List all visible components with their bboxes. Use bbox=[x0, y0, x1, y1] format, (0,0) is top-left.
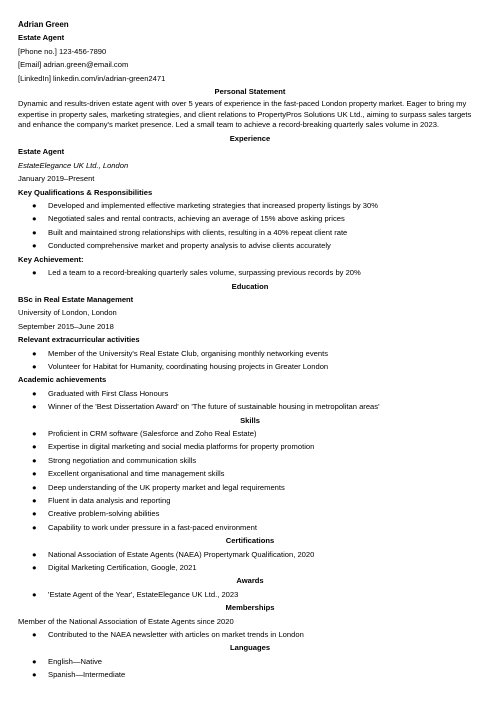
academic-achievements-heading: Academic achievements bbox=[18, 375, 107, 385]
list-item bbox=[18, 548, 482, 561]
school-name: University of London, London bbox=[18, 308, 117, 318]
list-item-text: Deep understanding of the UK property market and legal requirements bbox=[48, 482, 285, 492]
memberships-intro: Member of the National Association of Estate Agents since 2020 bbox=[18, 616, 234, 626]
list-item-text: Contributed to the NAEA newsletter with articles on market trends in London bbox=[48, 630, 304, 640]
skills-heading: Skills bbox=[240, 415, 260, 425]
list-item bbox=[18, 400, 482, 413]
list-item bbox=[18, 226, 482, 239]
degree-title: BSc in Real Estate Management bbox=[18, 294, 134, 304]
bullet-icon: ● bbox=[32, 361, 37, 371]
list-item-text: Led a team to a record-breaking quarterly sales volume, surpassing previous records by 20% bbox=[48, 268, 361, 278]
list-item bbox=[18, 440, 482, 453]
list-item-text: Developed and implemented effective marketing strategies that increased property listings by 30% bbox=[48, 201, 378, 211]
list-item bbox=[18, 454, 482, 467]
list-item-text: Negotiated sales and rental contracts, achieving an average of 15% above asking prices bbox=[48, 214, 345, 224]
certifications-heading: Certifications bbox=[225, 536, 275, 546]
list-item-text: Strong negotiation and communication skills bbox=[48, 455, 197, 465]
list-item-text: Excellent organisational and time management skills bbox=[48, 469, 225, 479]
bullet-icon: ● bbox=[32, 428, 37, 438]
education-heading: Education bbox=[231, 281, 269, 291]
candidate-title: Estate Agent bbox=[18, 33, 65, 43]
list-item-text: Digital Marketing Certification, Google, 2021 bbox=[48, 563, 197, 573]
list-item-text: Winner of the 'Best Dissertation Award' on 'The future of sustainable housing in metropolitan areas' bbox=[48, 402, 380, 412]
key-achievement-heading: Key Achievement: bbox=[18, 254, 84, 264]
achievements-list bbox=[18, 266, 482, 279]
list-item bbox=[18, 212, 482, 225]
list-item bbox=[18, 481, 482, 494]
list-item bbox=[18, 494, 482, 507]
list-item bbox=[18, 467, 482, 480]
bullet-icon: ● bbox=[32, 241, 37, 251]
bullet-icon: ● bbox=[32, 402, 37, 412]
list-item-text: Spanish—Intermediate bbox=[48, 670, 126, 680]
bullet-icon: ● bbox=[32, 227, 37, 237]
list-item bbox=[18, 347, 482, 360]
bullet-icon: ● bbox=[32, 214, 37, 224]
candidate-name: Adrian Green bbox=[18, 20, 69, 29]
list-item bbox=[18, 668, 482, 681]
list-item bbox=[18, 239, 482, 252]
list-item bbox=[18, 507, 482, 520]
list-item-text: Proficient in CRM software (Salesforce and Zoho Real Estate) bbox=[48, 428, 257, 438]
bullet-icon: ● bbox=[32, 630, 37, 640]
extracurricular-heading: Relevant extracurricular activities bbox=[18, 335, 140, 345]
contact-linkedin: [LinkedIn] linkedin.com/in/adrian-green2471 bbox=[18, 73, 166, 83]
list-item-text: Fluent in data analysis and reporting bbox=[48, 496, 171, 506]
contact-phone: [Phone no.] 123-456-7890 bbox=[18, 46, 107, 56]
skills-list bbox=[18, 427, 482, 534]
memberships-list bbox=[18, 628, 482, 641]
memberships-heading: Memberships bbox=[225, 603, 275, 613]
list-item bbox=[18, 427, 482, 440]
personal-statement-heading: Personal Statement bbox=[214, 87, 286, 97]
awards-list bbox=[18, 588, 482, 601]
list-item bbox=[18, 387, 482, 400]
job-dates: January 2019–Present bbox=[18, 174, 95, 184]
job-title: Estate Agent bbox=[18, 147, 65, 157]
bullet-icon: ● bbox=[32, 509, 37, 519]
list-item-text: Creative problem-solving abilities bbox=[48, 509, 160, 519]
bullet-icon: ● bbox=[32, 268, 37, 278]
list-item bbox=[18, 521, 482, 534]
bullet-icon: ● bbox=[32, 563, 37, 573]
bullet-icon: ● bbox=[32, 670, 37, 680]
bullet-icon: ● bbox=[32, 522, 37, 532]
languages-list bbox=[18, 655, 482, 682]
extracurricular-list bbox=[18, 347, 482, 374]
list-item-text: Conducted comprehensive market and property analysis to advise clients accurately bbox=[48, 241, 331, 251]
bullet-icon: ● bbox=[32, 496, 37, 506]
list-item bbox=[18, 655, 482, 668]
list-item-text: 'Estate Agent of the Year', EstateElegance UK Ltd., 2023 bbox=[48, 589, 239, 599]
list-item bbox=[18, 561, 482, 574]
list-item-text: Graduated with First Class Honours bbox=[48, 388, 169, 398]
education-dates: September 2015–June 2018 bbox=[18, 321, 114, 331]
contact-email: [Email] adrian.green@email.com bbox=[18, 60, 129, 70]
list-item bbox=[18, 199, 482, 212]
bullet-icon: ● bbox=[32, 455, 37, 465]
personal-statement-text: Dynamic and results-driven estate agent with over 5 years of experience in the fast-paced London property market. Eager to bring my expertise in property sales, marketing strategies, and client relations to PropertyPros Solutions UK Ltd., aiming to surpass sales targets and enhance the company's market presence. Led a small team to achieve a record-breaking quarterly sales volume in 2023. bbox=[18, 99, 472, 129]
responsibilities-list bbox=[18, 199, 482, 253]
list-item bbox=[18, 266, 482, 279]
list-item bbox=[18, 588, 482, 601]
bullet-icon: ● bbox=[32, 201, 37, 211]
bullet-icon: ● bbox=[32, 589, 37, 599]
certifications-list bbox=[18, 548, 482, 575]
job-company: EstateElegance UK Ltd., London bbox=[18, 160, 129, 170]
list-item bbox=[18, 628, 482, 641]
qualifications-heading: Key Qualifications & Responsibilities bbox=[18, 187, 153, 197]
bullet-icon: ● bbox=[32, 388, 37, 398]
bullet-icon: ● bbox=[32, 469, 37, 479]
list-item-text: Capability to work under pressure in a fast-paced environment bbox=[48, 522, 257, 532]
bullet-icon: ● bbox=[32, 656, 37, 666]
list-item bbox=[18, 360, 482, 373]
experience-heading: Experience bbox=[229, 134, 271, 144]
list-item-text: Member of the University's Real Estate Club, organising monthly networking events bbox=[48, 348, 329, 358]
languages-heading: Languages bbox=[229, 643, 271, 653]
list-item-text: Expertise in digital marketing and social media platforms for property promotion bbox=[48, 442, 315, 452]
awards-heading: Awards bbox=[236, 576, 264, 586]
bullet-icon: ● bbox=[32, 348, 37, 358]
bullet-icon: ● bbox=[32, 549, 37, 559]
bullet-icon: ● bbox=[32, 482, 37, 492]
bullet-icon: ● bbox=[32, 442, 37, 452]
list-item-text: English—Native bbox=[48, 656, 103, 666]
list-item-text: National Association of Estate Agents (NAEA) Propertymark Qualification, 2020 bbox=[48, 549, 315, 559]
list-item-text: Volunteer for Habitat for Humanity, coordinating housing projects in Greater London bbox=[48, 361, 329, 371]
list-item-text: Built and maintained strong relationships with clients, resulting in a 40% repeat client rate bbox=[48, 227, 348, 237]
academic-list bbox=[18, 387, 482, 414]
